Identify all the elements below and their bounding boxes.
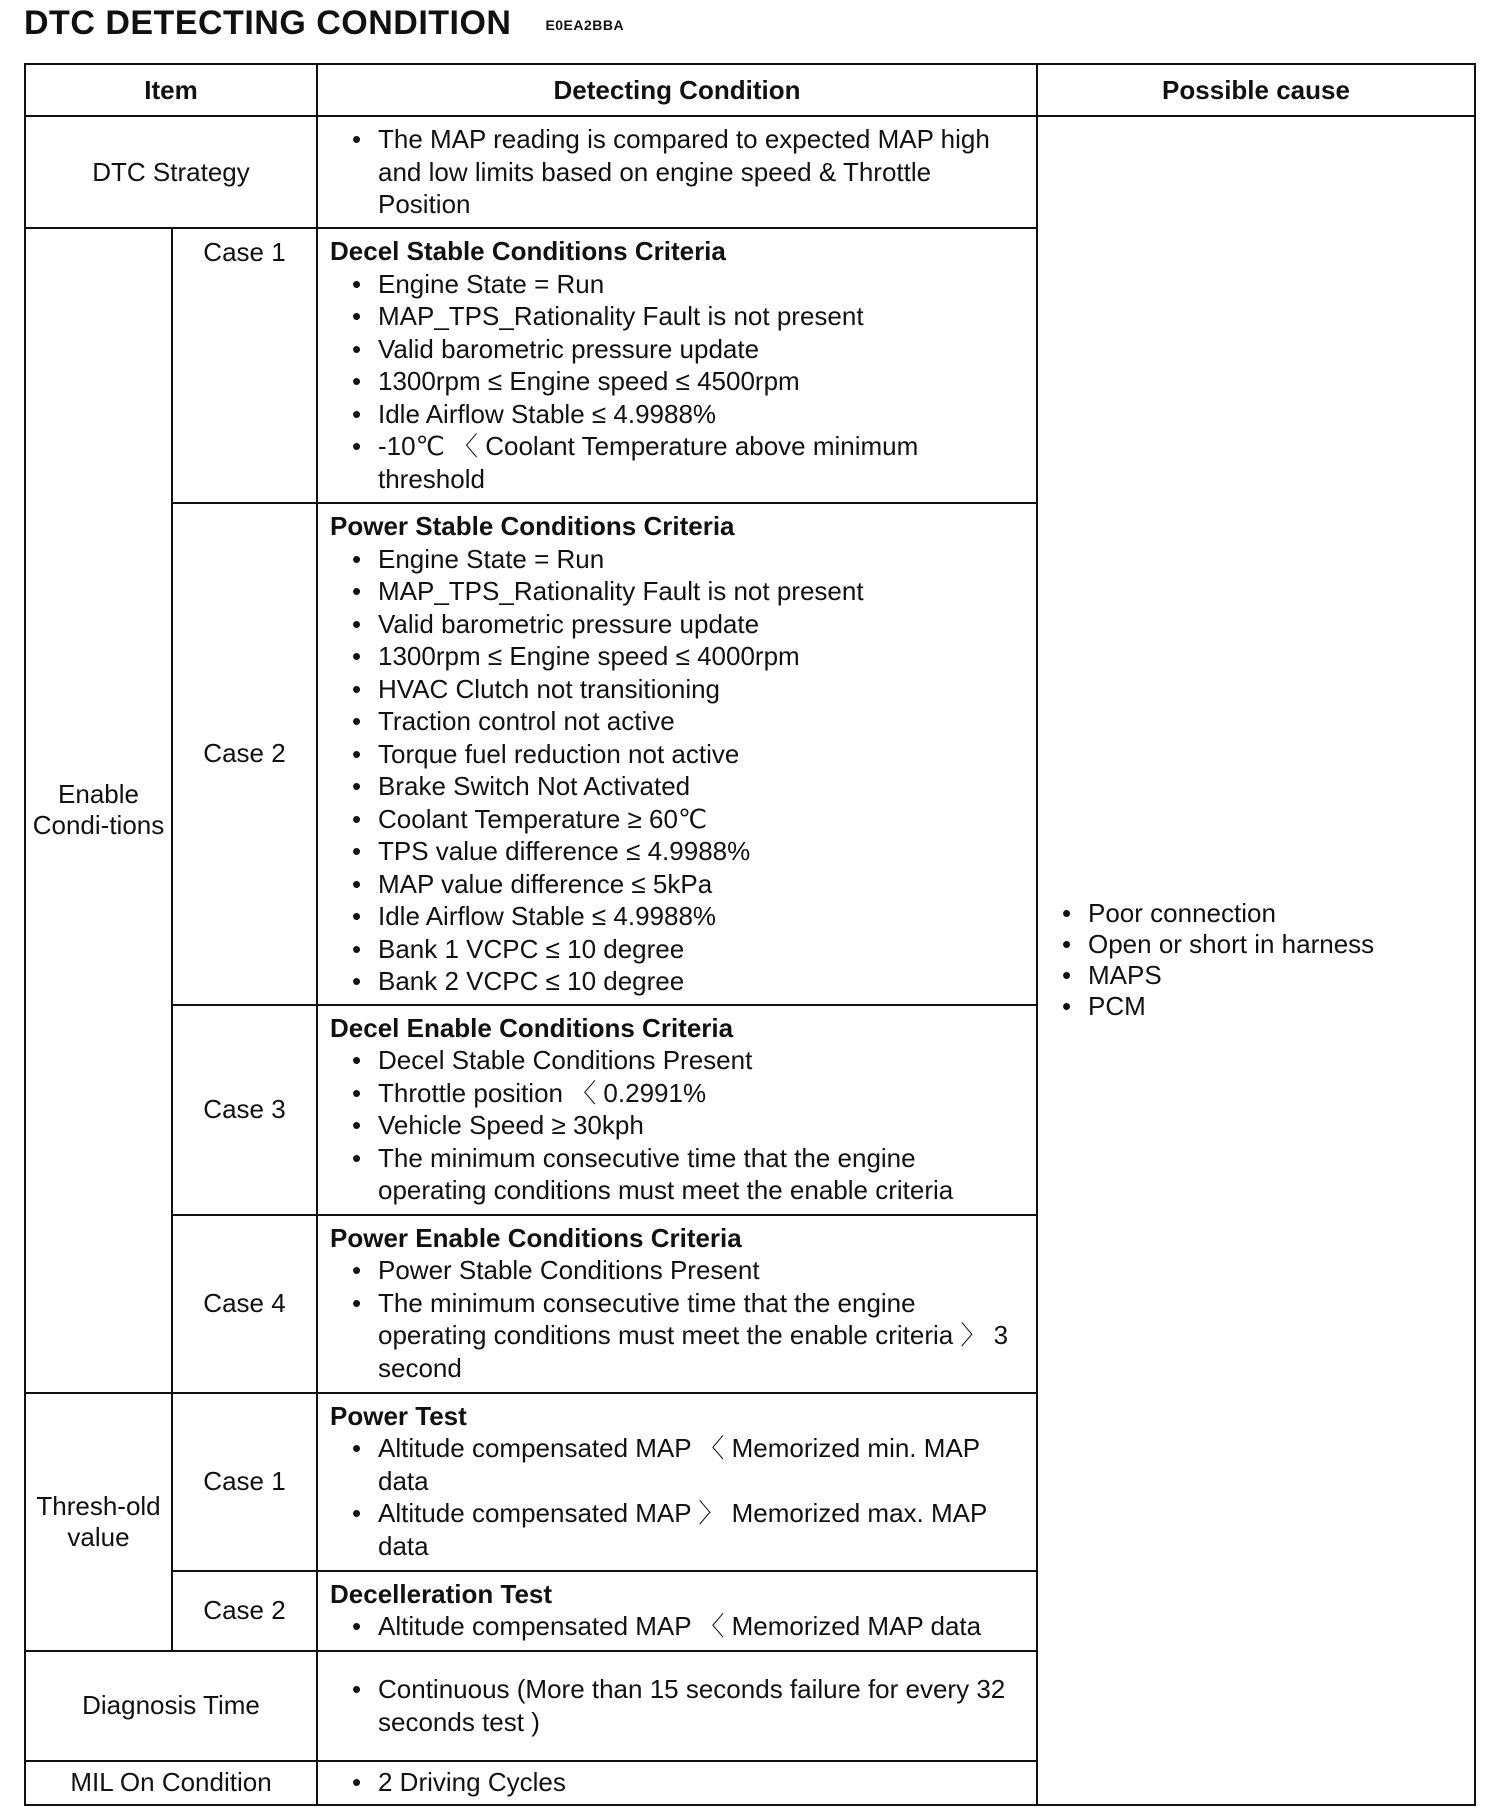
cause-item: • Poor connection: [1062, 898, 1474, 929]
criteria-item: • Vehicle Speed ≥ 30kph: [352, 1109, 1028, 1142]
diagnosis-condition: [317, 1651, 1037, 1761]
header-cause: Possible cause: [1037, 64, 1475, 116]
criteria-item: • MAP value difference ≤ 5kPa: [352, 868, 1028, 901]
header-row: [25, 64, 1475, 116]
criteria-item: • Torque fuel reduction not active: [352, 738, 1028, 771]
criteria-item: • Throttle position 〈 0.2991%: [352, 1077, 1028, 1110]
enable-case2-condition: [317, 503, 1037, 1005]
criteria-item: • MAP_TPS_Rationality Fault is not present: [352, 300, 1028, 333]
criteria-item: • MAP_TPS_Rationality Fault is not present: [352, 575, 1028, 608]
header-condition: Detecting Condition: [317, 64, 1037, 116]
mil-label: MIL On Condition: [25, 1761, 317, 1805]
mil-condition: [317, 1761, 1037, 1805]
criteria-item: • 1300rpm ≤ Engine speed ≤ 4500rpm: [352, 365, 1028, 398]
criteria-item: • Bank 1 VCPC ≤ 10 degree: [352, 933, 1028, 966]
threshold-case1-condition: [317, 1393, 1037, 1571]
criteria-item: • Traction control not active: [352, 705, 1028, 738]
criteria-item: • Idle Airflow Stable ≤ 4.9988%: [352, 398, 1028, 431]
cause-item: • PCM: [1062, 991, 1474, 1022]
enable-case1-condition: [317, 228, 1037, 503]
cause-item: • MAPS: [1062, 960, 1474, 991]
criteria-item: • Idle Airflow Stable ≤ 4.9988%: [352, 900, 1028, 933]
criteria-title: Decelleration Test: [330, 1578, 553, 1609]
criteria-item: • Coolant Temperature ≥ 60℃: [352, 803, 1028, 836]
enable-case1-label: Case 1: [172, 228, 317, 503]
criteria-item: • Bank 2 VCPC ≤ 10 degree: [352, 965, 1028, 998]
criteria-item: • Power Stable Conditions Present: [352, 1254, 1028, 1287]
threshold-case2-label: Case 2: [172, 1571, 317, 1651]
strategy-condition: [317, 116, 1037, 228]
criteria-item: • TPS value difference ≤ 4.9988%: [352, 835, 1028, 868]
strategy-item: • The MAP reading is compared to expected MAP high and low limits based on engine speed & Throttle Position: [352, 123, 1028, 221]
strategy-row: [25, 116, 1475, 228]
mil-item: • 2 Driving Cycles: [352, 1766, 1028, 1799]
enable-case4-condition: [317, 1215, 1037, 1393]
enable-case4-label: Case 4: [172, 1215, 317, 1393]
criteria-item: • Valid barometric pressure update: [352, 333, 1028, 366]
criteria-item: • Altitude compensated MAP 〈 Memorized min. MAP data: [352, 1432, 1028, 1497]
page-title: [24, 4, 624, 43]
criteria-item: • Valid barometric pressure update: [352, 608, 1028, 641]
dtc-condition-table: [24, 63, 1476, 1806]
enable-case3-condition: [317, 1005, 1037, 1215]
enable-case3-label: Case 3: [172, 1005, 317, 1215]
criteria-item: • The minimum consecutive time that the engine operating conditions must meet the enable criteria: [352, 1142, 1028, 1207]
criteria-title: Power Stable Conditions Criteria: [330, 511, 735, 541]
criteria-item: • The minimum consecutive time that the engine operating conditions must meet the enable criteria 〉 3 second: [352, 1287, 1028, 1385]
criteria-item: • 1300rpm ≤ Engine speed ≤ 4000rpm: [352, 640, 1028, 673]
criteria-title: Decel Enable Conditions Criteria: [330, 1012, 734, 1043]
criteria-item: • -10℃ 〈 Coolant Temperature above minimum threshold: [352, 430, 1028, 495]
possible-cause-cell: [1037, 116, 1475, 1805]
diagnosis-item: • Continuous (More than 15 seconds failure for every 32 seconds test ): [352, 1673, 1028, 1738]
criteria-title: Power Enable Conditions Criteria: [330, 1222, 742, 1253]
criteria-item: • Decel Stable Conditions Present: [352, 1044, 1028, 1077]
document-code: E0EA2BBA: [545, 17, 625, 34]
cause-item: • Open or short in harness: [1062, 929, 1474, 960]
enable-label: Enable Condi-tions: [25, 228, 172, 1393]
criteria-item: • Engine State = Run: [352, 268, 1028, 301]
criteria-item: • Altitude compensated MAP 〈 Memorized MAP data: [352, 1610, 1028, 1643]
criteria-title: Decel Stable Conditions Criteria: [330, 236, 726, 266]
cause-list: [1038, 898, 1474, 1022]
enable-case2-label: Case 2: [172, 503, 317, 1005]
criteria-title: Power Test: [330, 1400, 467, 1431]
title-text: DTC DETECTING CONDITION: [24, 4, 512, 42]
criteria-item: • Brake Switch Not Activated: [352, 770, 1028, 803]
criteria-item: • HVAC Clutch not transitioning: [352, 673, 1028, 706]
diagnosis-label: Diagnosis Time: [25, 1651, 317, 1761]
header-item: Item: [25, 64, 317, 116]
criteria-item: • Engine State = Run: [352, 543, 1028, 576]
threshold-case1-label: Case 1: [172, 1393, 317, 1571]
strategy-label: DTC Strategy: [25, 116, 317, 228]
threshold-case2-condition: [317, 1571, 1037, 1651]
threshold-label: Thresh-old value: [25, 1393, 172, 1651]
criteria-item: • Altitude compensated MAP 〉 Memorized max. MAP data: [352, 1497, 1028, 1562]
